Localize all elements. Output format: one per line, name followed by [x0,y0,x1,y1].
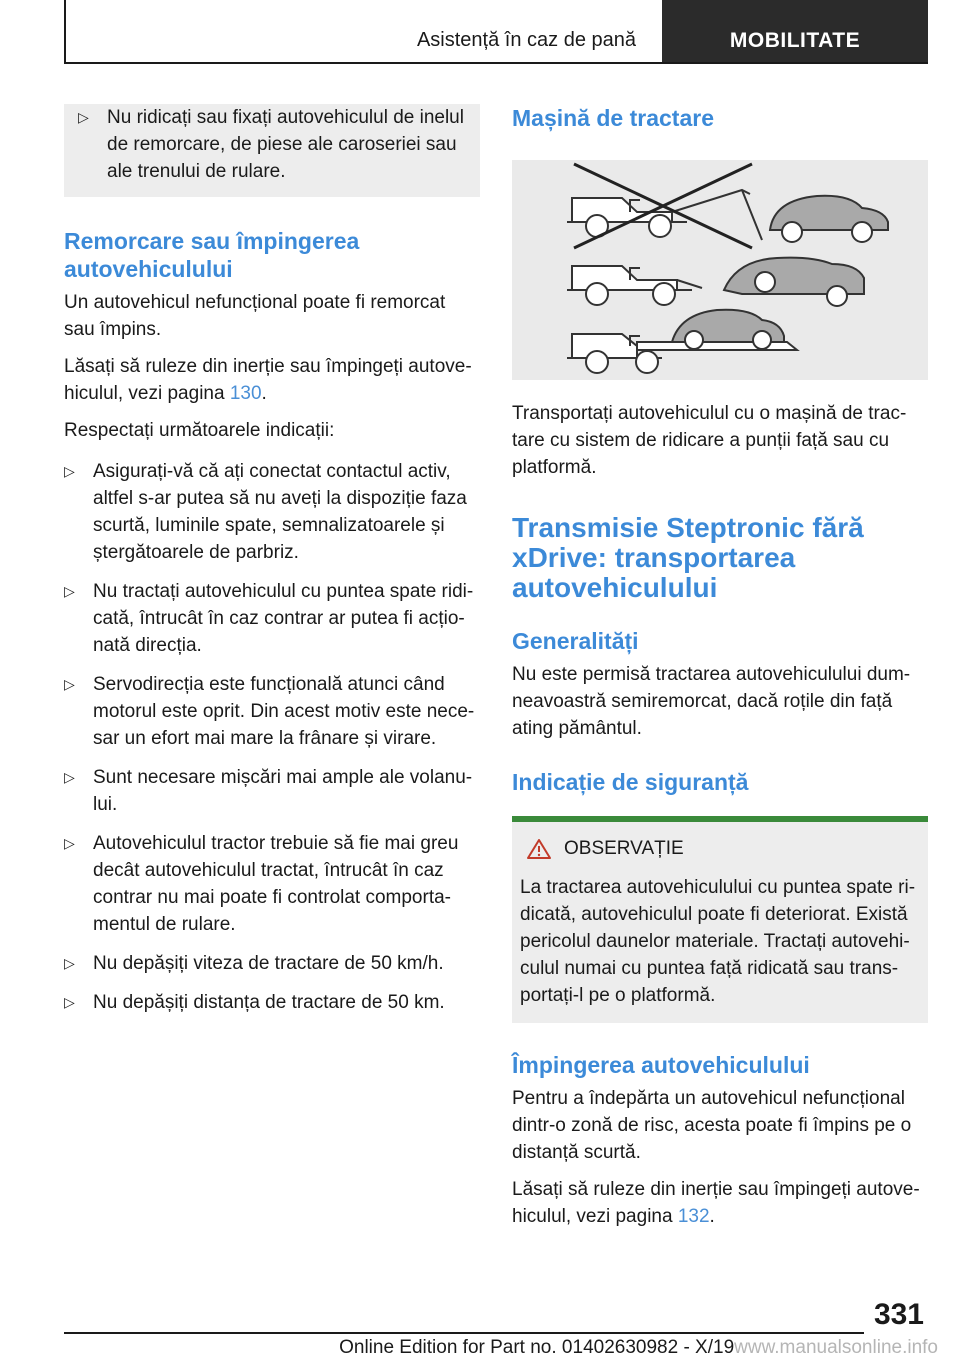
intro-bullet-text: Nu ridicați sau fixați autovehiculul de inelul de remorcare, de piese ale caroseriei sau ale trenului de rulare. [107,107,464,182]
page-number: 331 [873,1298,924,1331]
section-heading-safety: Indicație de siguranță [512,769,749,795]
warning-triangle-icon [526,838,552,860]
towing-paragraph-2 [64,353,480,407]
triangle-bullet-icon: ▷ [78,109,89,125]
triangle-bullet-icon: ▷ [64,676,75,692]
bullet-text: Sunt necesare mișcări mai ample ale volanu-lui. [93,767,473,815]
notice-box [512,816,928,1023]
towing-paragraph-2-text: Lăsați să ruleze din inerție sau împingeți autove-hiculul, vezi pagina [64,356,472,404]
notice-header [520,836,920,862]
triangle-bullet-icon: ▷ [64,955,75,971]
bullet-text: Nu depășiți distanța de tractare de 50 km. [93,992,445,1013]
general-paragraph: Nu este permisă tractarea autovehiculului dum-neavoastră semiremorcat, dacă roțile din față ating pământul. [512,664,911,739]
list-item [64,830,480,938]
list-item [64,989,480,1016]
pushing-paragraph-2 [512,1176,928,1230]
page-header [64,0,928,64]
list-item [64,764,480,818]
towing-bullet-list [64,458,480,1016]
triangle-bullet-icon: ▷ [64,994,75,1010]
section-heading-pushing: Împingerea autovehiculului [512,1052,810,1078]
section-heading-general: Generalități [512,628,639,654]
right-column [512,104,928,1240]
pushing-paragraph-2-end: . [709,1206,715,1227]
header-chapter-tab: MOBILITATE [662,0,928,62]
tow-truck-illustration [512,160,928,380]
tow-truck-diagram [512,160,928,380]
triangle-bullet-icon: ▷ [64,463,75,479]
footer-divider [64,1332,864,1334]
figure-caption: Transportați autovehiculul cu o mașină de trac-tare cu sistem de ridicare a punții față sau cu platformă. [512,403,907,478]
section-heading-tow-truck: Mașină de tractare [512,105,714,131]
bullet-text: Asigurați-vă că ați conectat contactul activ, altfel s-ar putea să nu aveți la dispoziție faza scurtă, luminile spate, semnalizatoarele și ștergătoarele de parbriz. [93,461,467,563]
list-item [64,671,480,752]
notice-title: OBSERVAȚIE [564,838,684,859]
towing-paragraph-1: Un autovehicul nefuncțional poate fi remorcat sau împins. [64,292,446,340]
bullet-text: Servodirecția este funcțională atunci când motorul este oprit. Din acest motiv este nece-sar un efort mai mare la frânare și virare. [93,674,475,749]
towing-paragraph-3: Respectați următoarele indicații: [64,420,335,441]
notice-text: La tractarea autovehiculului cu puntea spate ri-dicată, autovehiculul poate fi deteriorat. Există pericolul daunelor materiale. Tractați autovehi-culul numai cu puntea față ridicată sau trans-portați-l pe o platformă. [520,877,916,1006]
towing-paragraph-2-end: . [261,383,267,404]
section-heading-towing: Remorcare sau împingerea autovehiculului [64,228,360,282]
list-item [64,578,480,659]
intro-bullet-list [78,104,466,185]
main-heading-steptronic: Transmisie Steptronic fără xDrive: transportarea autovehiculului [512,512,864,603]
pushing-paragraph-2-text: Lăsați să ruleze din inerție sau împingeți autove-hiculul, vezi pagina [512,1179,920,1227]
bullet-text: Autovehiculul tractor trebuie să fie mai greu decât autovehiculul tractat, întrucât în caz contrar nu mai poate fi controlat comporta-mentul de rulare. [93,833,459,935]
triangle-bullet-icon: ▷ [64,769,75,785]
pushing-paragraph-1: Pentru a îndepărta un autovehicul nefuncțional dintr-o zonă de risc, acesta poate fi împins pe o distanță scurtă. [512,1088,912,1163]
page-link-130[interactable]: 130 [229,383,262,404]
bullet-text: Nu tractați autovehiculul cu puntea spate ridi-cată, întrucât în caz contrar ar putea fi acțio-nată direcția. [93,581,474,656]
footer-edition-text: Online Edition for Part no. 01402630982 - X/19 [339,1337,735,1358]
bullet-text: Nu depășiți viteza de tractare de 50 km/h. [93,953,444,974]
watermark-site[interactable]: www.manualsonline.info [734,1337,938,1358]
header-section-title: Asistență în caz de pană [416,29,636,51]
footer-edition [0,1337,960,1359]
list-item [78,104,466,185]
left-column [64,104,480,1028]
list-item [64,458,480,566]
triangle-bullet-icon: ▷ [64,835,75,851]
list-item [64,950,480,977]
page-link-132[interactable]: 132 [677,1206,710,1227]
triangle-bullet-icon: ▷ [64,583,75,599]
intro-bullet-box [64,104,480,197]
